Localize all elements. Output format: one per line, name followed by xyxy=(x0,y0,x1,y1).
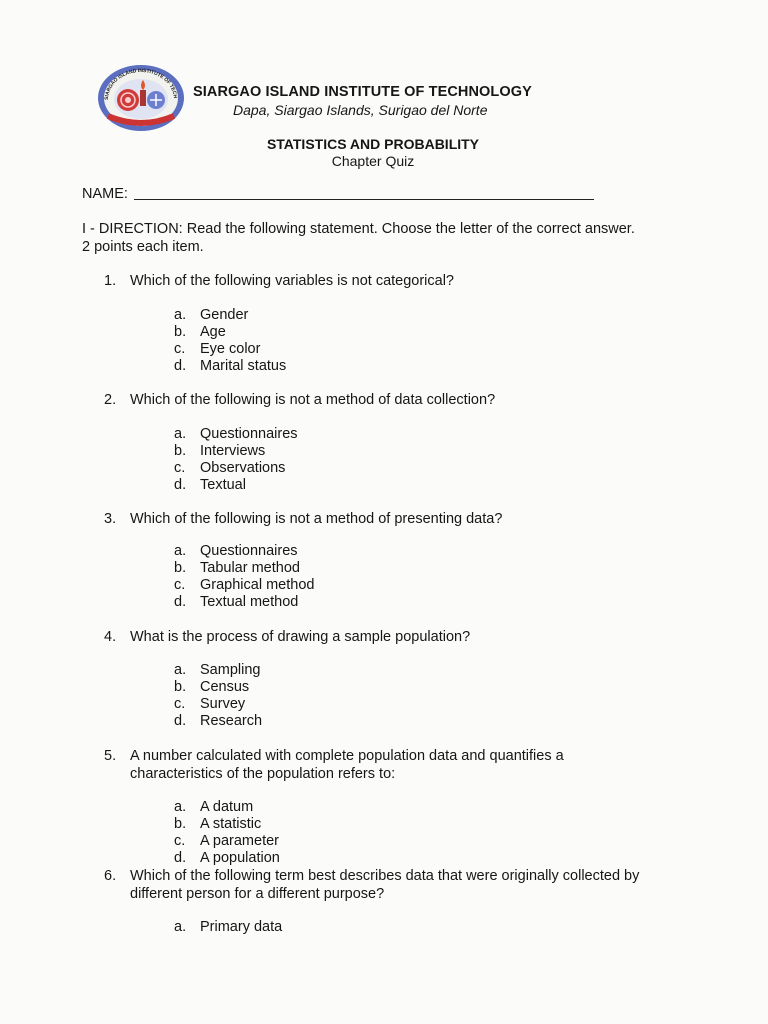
option-item xyxy=(174,679,262,696)
name-field-line[interactable] xyxy=(134,199,594,200)
option-text: Interviews xyxy=(200,443,266,459)
option-item xyxy=(174,696,262,713)
option-letter: b. xyxy=(174,560,187,576)
option-text: Eye color xyxy=(200,341,261,357)
option-letter: d. xyxy=(174,358,187,374)
option-letter: c. xyxy=(174,577,186,593)
option-item xyxy=(174,816,280,833)
question-number: 6. xyxy=(104,868,117,884)
option-item xyxy=(174,443,298,460)
option-letter: c. xyxy=(174,341,186,357)
option-item xyxy=(174,477,298,494)
question-2-options xyxy=(174,426,298,494)
option-letter: c. xyxy=(174,696,186,712)
question-5-options xyxy=(174,799,280,867)
question-text: Which of the following is not a method of presenting data? xyxy=(130,511,503,527)
question-text: What is the process of drawing a sample population? xyxy=(130,629,471,645)
option-text: Census xyxy=(200,679,250,695)
option-item xyxy=(174,560,314,577)
option-text: Age xyxy=(200,324,226,340)
option-text: Research xyxy=(200,713,263,729)
option-letter: a. xyxy=(174,543,187,559)
option-text: Survey xyxy=(200,696,246,712)
option-letter: a. xyxy=(174,799,187,815)
option-text: Tabular method xyxy=(200,560,300,576)
question-number: 4. xyxy=(104,629,117,645)
option-item xyxy=(174,833,280,850)
option-text: Questionnaires xyxy=(200,543,298,559)
option-item xyxy=(174,713,262,730)
option-text: Textual method xyxy=(200,594,299,610)
question-3 xyxy=(104,510,670,528)
question-number: 1. xyxy=(104,273,117,289)
option-letter: d. xyxy=(174,713,187,729)
option-letter: b. xyxy=(174,679,187,695)
option-item xyxy=(174,324,286,341)
school-name: SIARGAO ISLAND INSTITUTE OF TECHNOLOGY xyxy=(193,84,532,100)
option-item xyxy=(174,460,298,477)
option-text: Marital status xyxy=(200,358,287,374)
logo-arc-text: SIARGAO ISLAND INSTITUTE OF TECH xyxy=(103,67,178,101)
option-text: A datum xyxy=(200,799,254,815)
option-item xyxy=(174,426,298,443)
option-item xyxy=(174,594,314,611)
option-letter: b. xyxy=(174,324,187,340)
question-1 xyxy=(104,272,670,290)
quiz-type: Chapter Quiz xyxy=(331,153,415,169)
school-logo xyxy=(96,62,186,132)
option-letter: c. xyxy=(174,460,186,476)
option-text: A parameter xyxy=(200,833,279,849)
option-text: Graphical method xyxy=(200,577,315,593)
option-item xyxy=(174,543,314,560)
question-2 xyxy=(104,391,670,409)
question-6 xyxy=(104,867,670,903)
option-letter: b. xyxy=(174,816,187,832)
option-letter: d. xyxy=(174,850,187,866)
option-text: A population xyxy=(200,850,280,866)
option-item xyxy=(174,799,280,816)
option-letter: a. xyxy=(174,426,187,442)
question-3-options xyxy=(174,543,314,611)
option-letter: d. xyxy=(174,477,187,493)
question-5 xyxy=(104,747,620,783)
question-number: 5. xyxy=(104,748,117,764)
question-4-options xyxy=(174,662,262,730)
question-number: 3. xyxy=(104,511,117,527)
question-text: A number calculated with complete population data and quantifies a characteristics of the population refers to: xyxy=(130,748,564,782)
option-item xyxy=(174,662,262,679)
question-text: Which of the following term best describes data that were originally collected by different person for a different purpose? xyxy=(130,868,640,902)
option-item xyxy=(174,577,314,594)
option-item xyxy=(174,850,280,867)
direction-text: I - DIRECTION: Read the following statement. Choose the letter of the correct answer. 2 points each item. xyxy=(82,221,635,255)
question-4 xyxy=(104,628,670,646)
option-letter: a. xyxy=(174,662,187,678)
option-text: Observations xyxy=(200,460,286,476)
option-text: Primary data xyxy=(200,919,283,935)
question-text: Which of the following variables is not categorical? xyxy=(130,273,454,289)
option-letter: a. xyxy=(174,307,187,323)
name-label: NAME: xyxy=(82,186,128,202)
option-item xyxy=(174,358,286,375)
subject-title: STATISTICS AND PROBABILITY xyxy=(266,136,480,152)
option-letter: d. xyxy=(174,594,187,610)
option-text: Questionnaires xyxy=(200,426,298,442)
option-item xyxy=(174,307,286,324)
option-letter: b. xyxy=(174,443,187,459)
option-text: Textual xyxy=(200,477,246,493)
option-item xyxy=(174,341,286,358)
question-text: Which of the following is not a method of data collection? xyxy=(130,392,496,408)
option-text: Gender xyxy=(200,307,249,323)
question-1-options xyxy=(174,307,286,375)
option-text: A statistic xyxy=(200,816,262,832)
question-6-options xyxy=(174,919,282,936)
option-text: Sampling xyxy=(200,662,261,678)
option-letter: c. xyxy=(174,833,186,849)
option-letter: a. xyxy=(174,919,187,935)
question-number: 2. xyxy=(104,392,117,408)
option-item xyxy=(174,919,282,936)
school-address: Dapa, Siargao Islands, Surigao del Norte xyxy=(233,102,488,118)
